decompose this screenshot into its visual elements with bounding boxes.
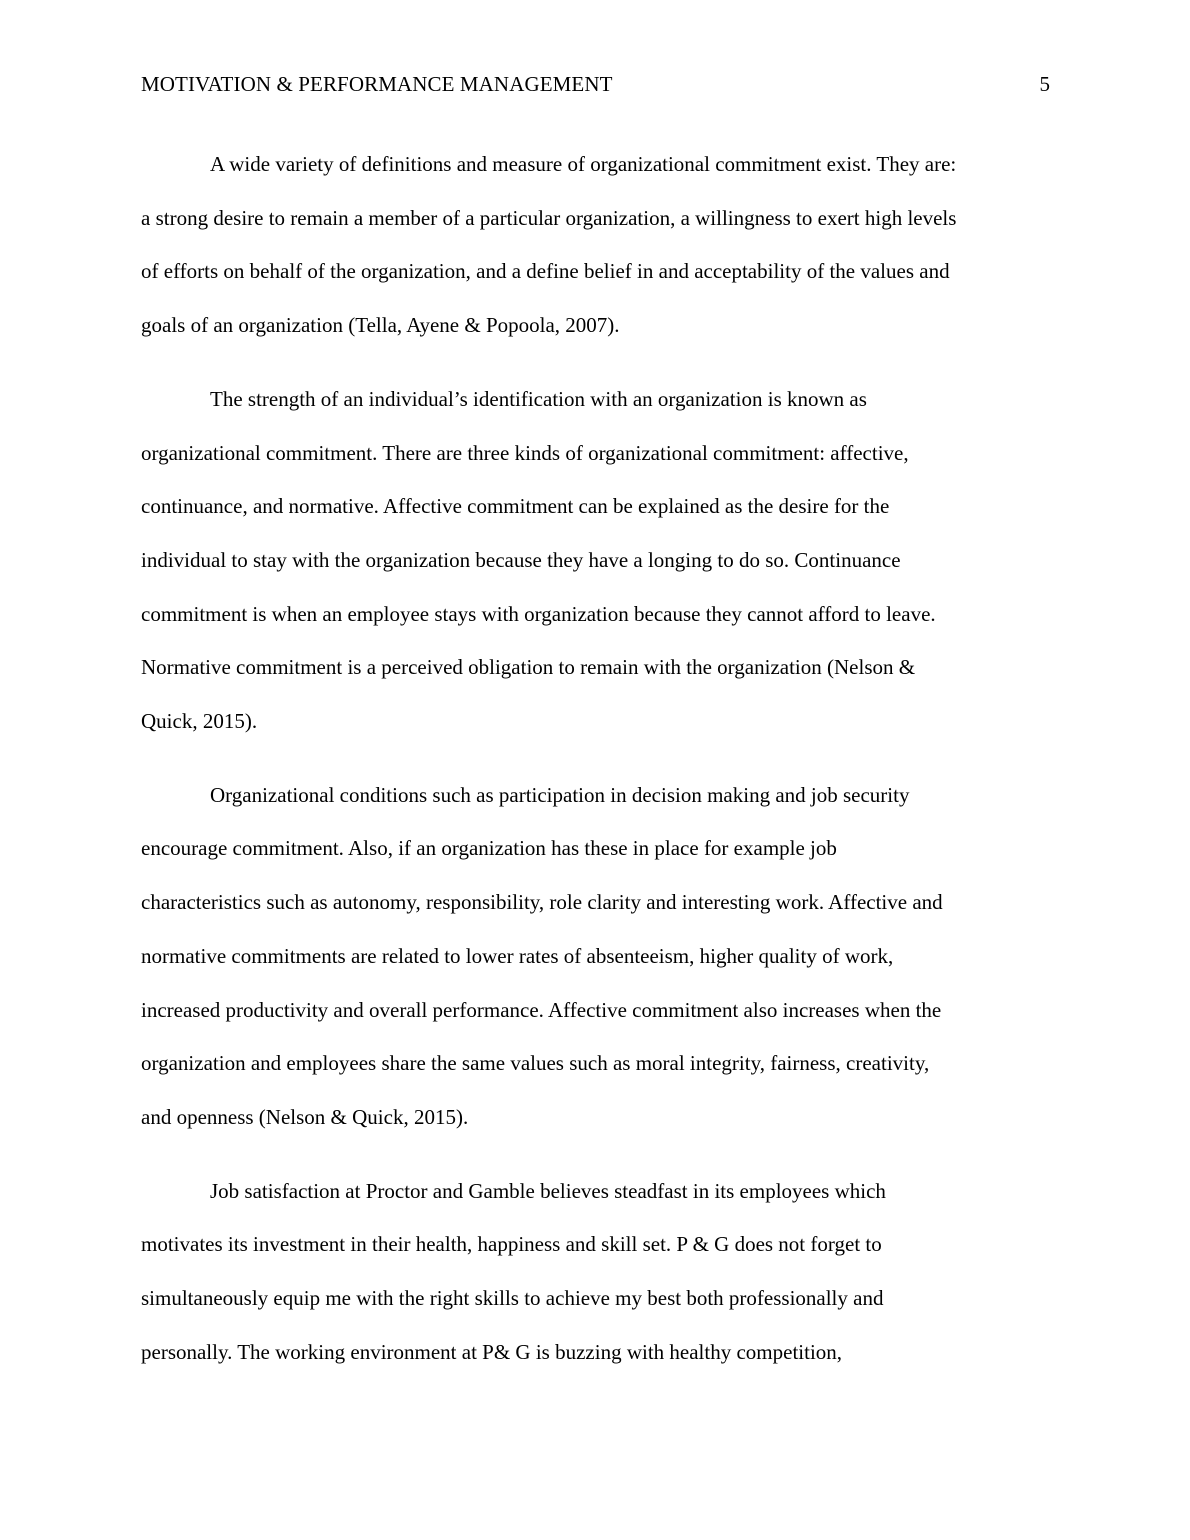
text-line: personally. The working environment at P& G is buzzing with healthy competition, <box>141 1339 843 1364</box>
text-line: normative commitments are related to lower rates of absenteeism, higher quality of work, <box>141 943 894 968</box>
text-line: A wide variety of definitions and measure of organizational commitment exist. They are: <box>210 152 957 176</box>
running-head: MOTIVATION & PERFORMANCE MANAGEMENT <box>141 72 613 96</box>
body-text <box>141 138 1050 1399</box>
text-line: Organizational conditions such as participation in decision making and job security <box>210 782 910 807</box>
text-line: a strong desire to remain a member of a particular organization, a willingness to exert high levels <box>141 205 957 230</box>
paragraph-organizational-conditions <box>141 769 1050 1145</box>
text-line: organization and employees share the same values such as moral integrity, fairness, creativity, <box>141 1051 930 1076</box>
text-line: continuance, and normative. Affective commitment can be explained as the desire for the <box>141 494 890 519</box>
text-line: increased productivity and overall performance. Affective commitment also increases when the <box>141 997 942 1022</box>
paragraph-commitment-kinds <box>141 373 1050 749</box>
paragraph-commitment-definitions <box>141 138 1050 353</box>
text-line: organizational commitment. There are three kinds of organizational commitment: affective, <box>141 440 909 465</box>
text-line: The strength of an individual’s identification with an organization is known as <box>210 386 867 411</box>
text-line: Normative commitment is a perceived obligation to remain with the organization (Nelson & <box>141 655 916 680</box>
text-line: motivates its investment in their health, happiness and skill set. P & G does not forget to <box>141 1232 882 1257</box>
text-line: Quick, 2015). <box>141 709 258 734</box>
text-line: of efforts on behalf of the organization, and a define belief in and acceptability of the values and <box>141 259 950 284</box>
text-line: encourage commitment. Also, if an organization has these in place for example job <box>141 836 837 861</box>
text-line: Job satisfaction at Proctor and Gamble believes steadfast in its employees which <box>210 1178 886 1203</box>
page-number: 5 <box>1039 72 1050 96</box>
text-line: goals of an organization (Tella, Ayene & Popoola, 2007). <box>141 313 620 338</box>
text-line: simultaneously equip me with the right skills to achieve my best both professionally and <box>141 1286 884 1311</box>
paragraph-job-satisfaction <box>141 1165 1050 1380</box>
text-line: individual to stay with the organization because they have a longing to do so. Continuance <box>141 547 901 572</box>
text-line: commitment is when an employee stays with organization because they cannot afford to leave. <box>141 601 936 626</box>
text-line: characteristics such as autonomy, responsibility, role clarity and interesting work. Affective and <box>141 890 943 915</box>
text-line: and openness (Nelson & Quick, 2015). <box>141 1104 469 1129</box>
